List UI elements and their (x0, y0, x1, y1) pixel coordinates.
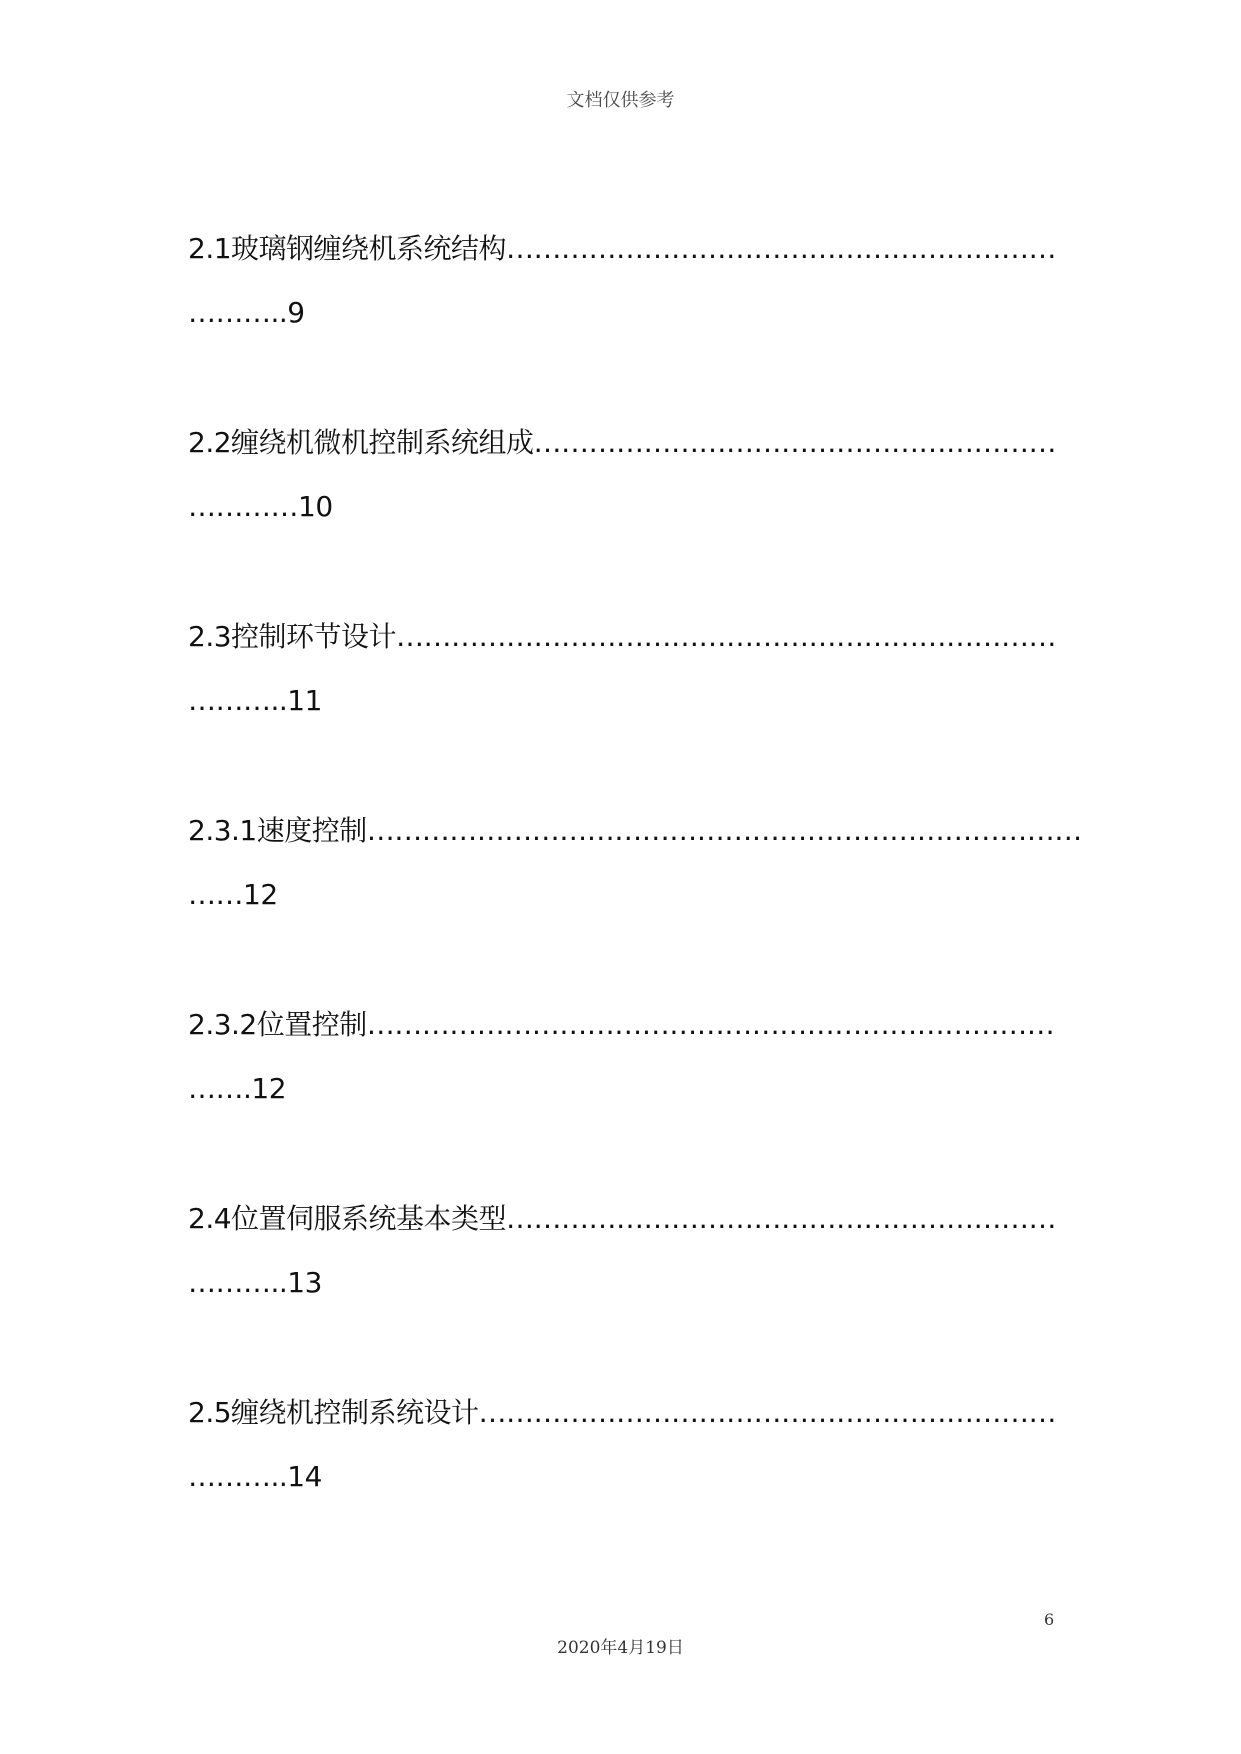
toc-entry-2-3-page: ………..11 (188, 684, 322, 717)
toc-entry-2-3-1-page: ……12 (188, 878, 278, 911)
toc-entry-2-3-2-title: 2.3.2位置控制………………………………………………………………… (188, 1008, 1055, 1041)
toc-entry-2-2-page: …………10 (188, 490, 333, 523)
toc-entry-2-3-2-page: …….12 (188, 1072, 287, 1105)
footer-date: 2020年4月19日 (557, 1638, 684, 1658)
toc-entry-2-5-page: ………..14 (188, 1460, 322, 1493)
toc-entry-2-1-page: ………..9 (188, 296, 305, 329)
page-number: 6 (1044, 1610, 1055, 1629)
toc-entry-2-3-title: 2.3控制环节设计……………………………………………………………… (188, 620, 1057, 653)
toc-entry-2-3-1-title: 2.3.1速度控制…………………………………………………………………… (188, 814, 1082, 847)
toc-entry-2-5-title: 2.5缠绕机控制系统设计……………………………………………………… (188, 1396, 1057, 1429)
toc-entry-2-2-title: 2.2缠绕机微机控制系统组成………………………………………………… (188, 426, 1057, 459)
toc-entry-2-1-title: 2.1玻璃钢缠绕机系统结构…………………………………………………… (188, 232, 1057, 265)
page-header: 文档仅供参考 (566, 90, 675, 111)
toc-entry-2-4-page: ………..13 (188, 1266, 322, 1299)
toc-entry-2-4-title: 2.4位置伺服系统基本类型…………………………………………………… (188, 1202, 1057, 1235)
